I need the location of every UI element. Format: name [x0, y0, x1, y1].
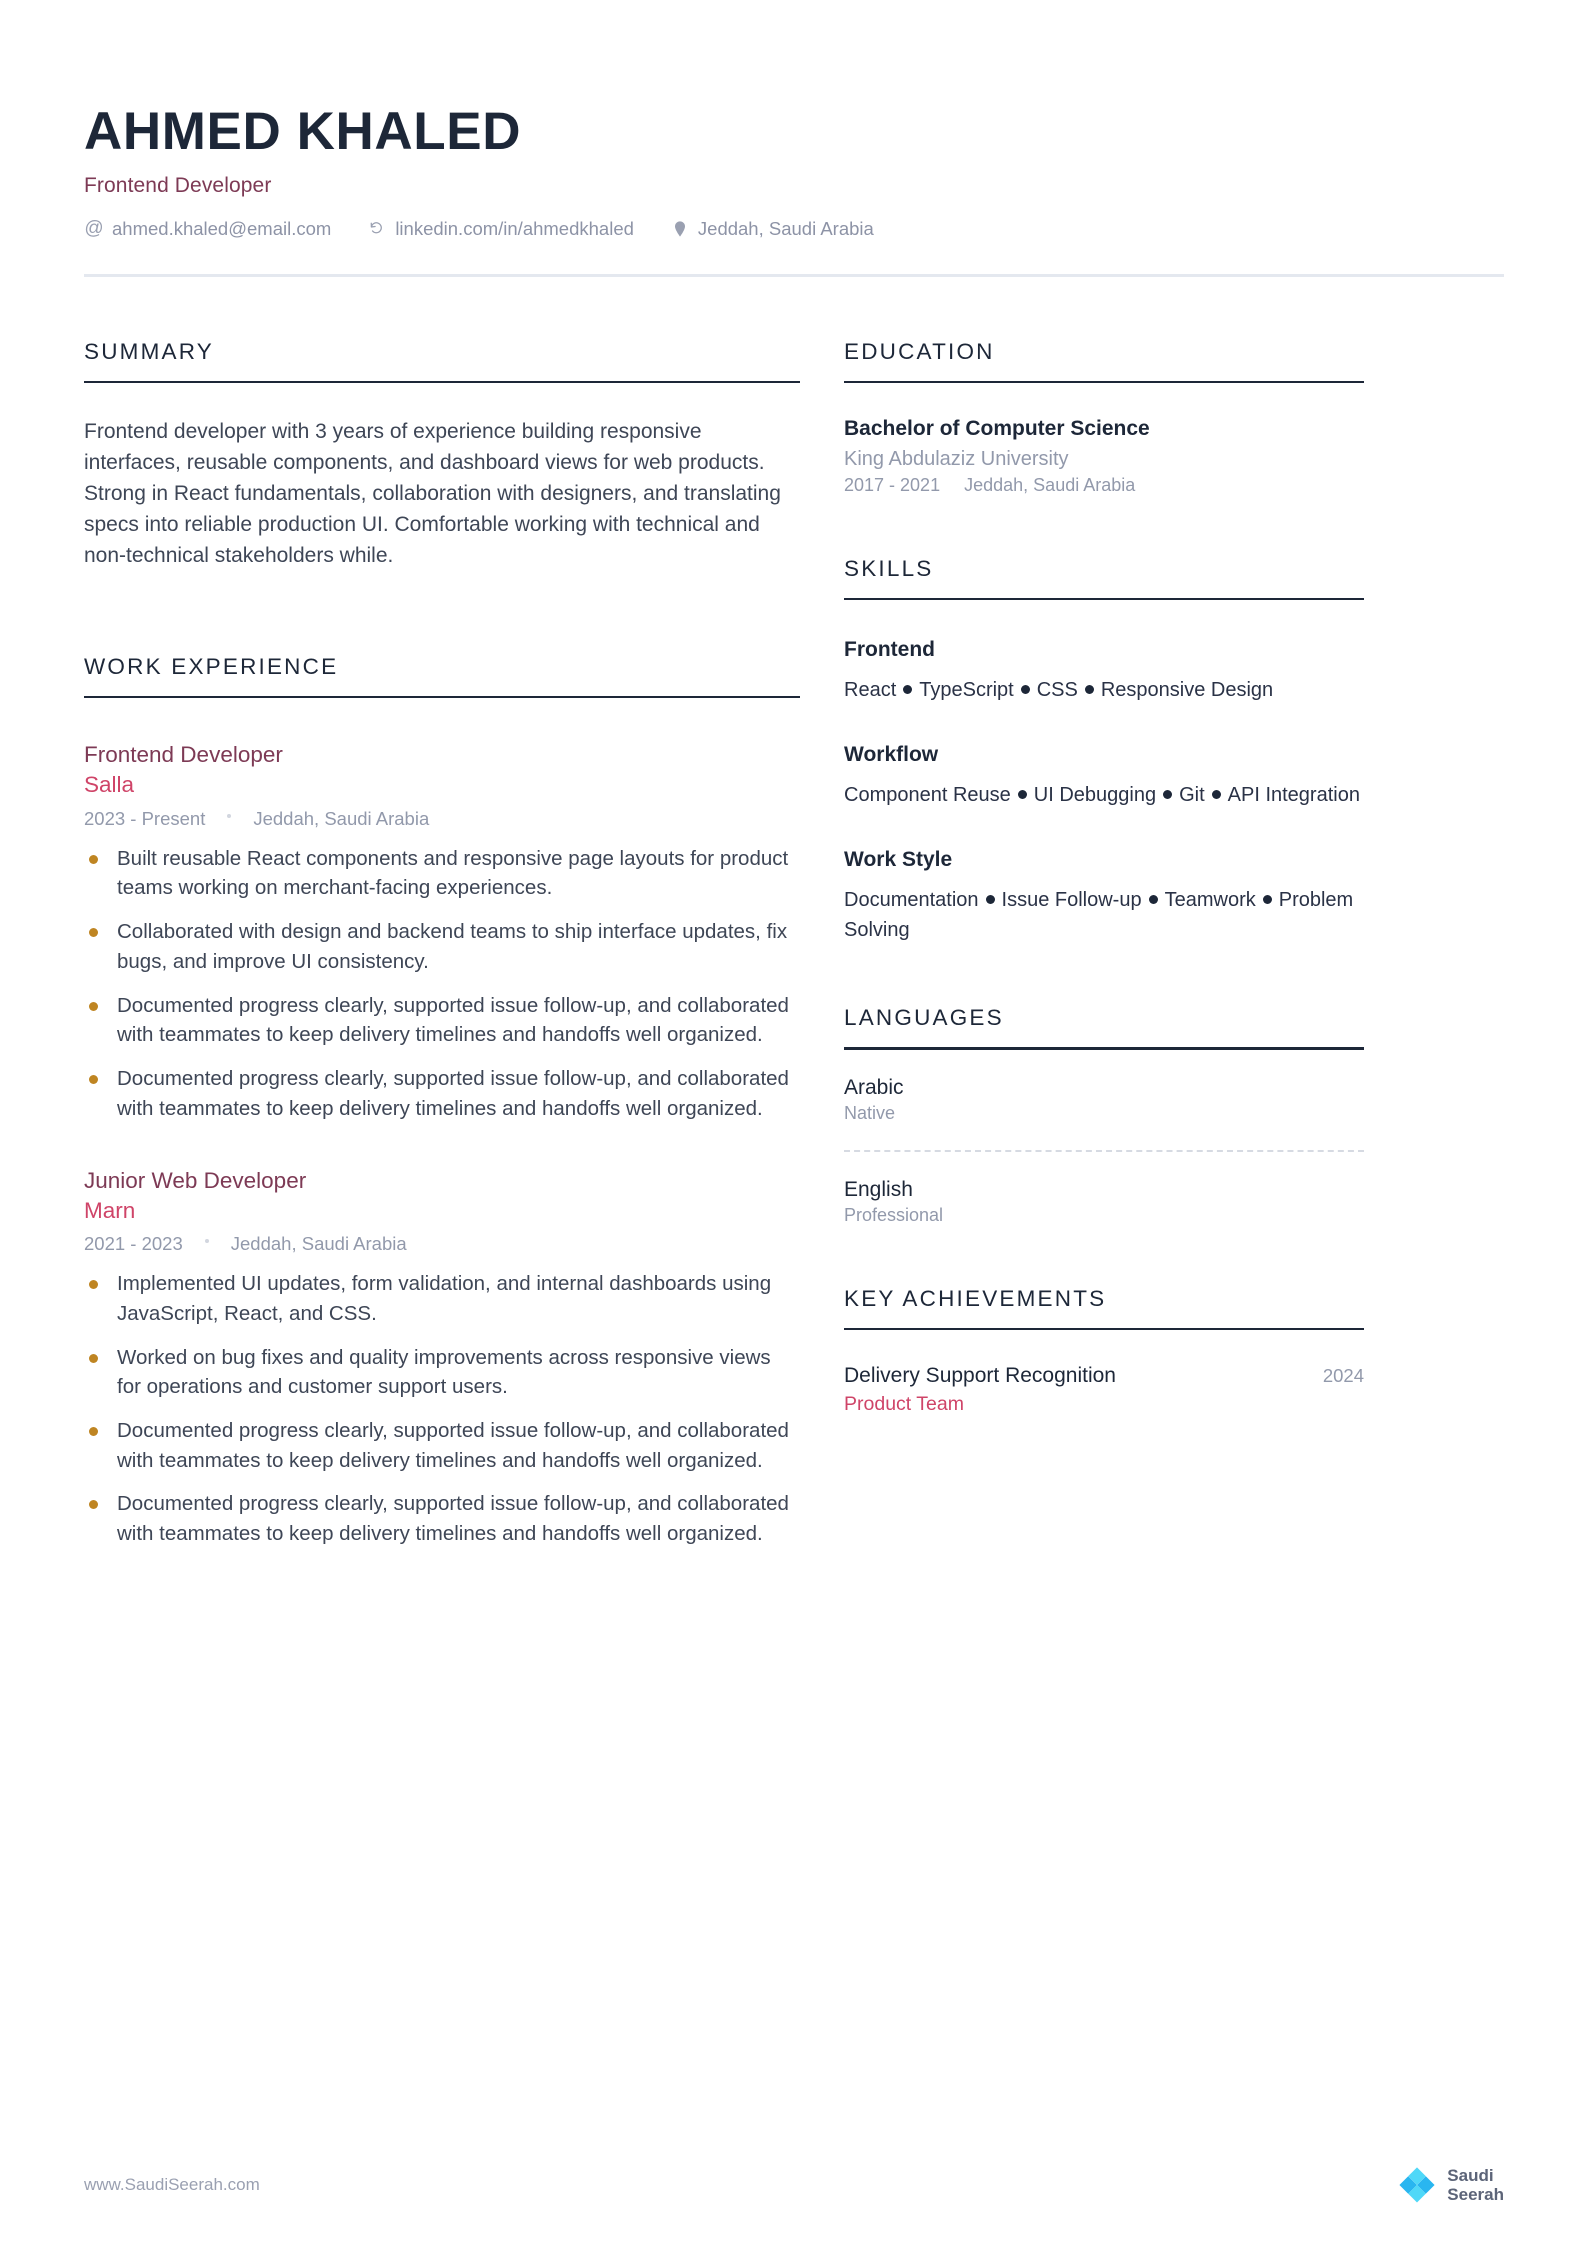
meta-separator-dot: [227, 814, 231, 818]
language-entry: [844, 1050, 1364, 1124]
contact-location-text: Jeddah, Saudi Arabia: [697, 217, 874, 239]
contact-linkedin-text: linkedin.com/in/ahmedkhaled: [395, 217, 634, 239]
job-title: Junior Web Developer: [84, 1167, 307, 1193]
saudi-seerah-diamond-icon: [1398, 2166, 1436, 2204]
languages-heading: LANGUAGES: [844, 1005, 1004, 1031]
job-bullet: Documented progress clearly, supported issue follow-up, and collaborated with teammates to keep delivery timelines and handoffs well organized.: [84, 1416, 800, 1475]
right-column: [844, 339, 1364, 1417]
skill-group: [844, 743, 1364, 810]
section-languages: [844, 1005, 1364, 1226]
job-title: Frontend Developer: [84, 742, 283, 768]
skill-group-items: React TypeScript CSS Responsive Design: [844, 679, 1274, 702]
achievement-head: [844, 1364, 1364, 1388]
job-meta: [84, 808, 800, 830]
education-school: King Abdulaziz University: [844, 447, 1069, 470]
contact-location: [670, 218, 874, 240]
page-title: AHMED KHALED: [84, 102, 522, 161]
skill-group-name: Workflow: [844, 743, 939, 767]
header-divider: [84, 274, 1504, 277]
brand-name-line1: Saudi: [1447, 2165, 1494, 2185]
job-bullet: Built reusable React components and responsive page layouts for product teams working on merchant-facing experiences.: [84, 844, 800, 903]
left-column: [84, 339, 844, 1549]
language-name: English: [844, 1177, 913, 1201]
achievement-title: Delivery Support Recognition: [844, 1364, 1116, 1388]
achievements-heading-rule: [844, 1328, 1364, 1331]
skill-separator-dot: [1021, 685, 1030, 694]
education-heading: EDUCATION: [844, 338, 995, 364]
education-location: Jeddah, Saudi Arabia: [964, 474, 1136, 495]
job-company: Marn: [84, 1197, 136, 1223]
skill-group-name: Work Style: [844, 848, 953, 872]
skill-group-items: Component Reuse UI Debugging Git API Integration: [844, 784, 1360, 807]
job-bullet: Worked on bug fixes and quality improvements across responsive views for operations and customer support users.: [84, 1343, 800, 1402]
section-work-experience: [84, 654, 800, 1549]
section-skills: [844, 556, 1364, 946]
job-bullet: Implemented UI updates, form validation, and internal dashboards using JavaScript, React, and CSS.: [84, 1269, 800, 1328]
education-entry: [844, 415, 1364, 495]
skill-group: [844, 848, 1364, 945]
job-location: Jeddah, Saudi Arabia: [230, 1233, 407, 1255]
work-entry: [84, 740, 800, 1123]
skill-group-name: Frontend: [844, 638, 935, 662]
summary-heading-rule: [84, 381, 800, 384]
resume-body: [84, 339, 1504, 1549]
job-company: Salla: [84, 772, 135, 798]
skill-separator-dot: [1263, 895, 1272, 904]
job-meta: [84, 1233, 800, 1255]
skills-heading-rule: [844, 598, 1364, 601]
job-dates: 2023 - Present: [84, 807, 206, 829]
skill-separator-dot: [1212, 790, 1221, 799]
contact-linkedin[interactable]: [367, 218, 634, 240]
education-dates: 2017 - 2021: [844, 474, 941, 495]
skill-separator-dot: [1149, 895, 1158, 904]
header-role: Frontend Developer: [84, 173, 272, 197]
at-icon: @: [84, 218, 104, 240]
language-level: Native: [844, 1102, 896, 1123]
work-entry: [84, 1166, 800, 1549]
job-bullet: Collaborated with design and backend teams to ship interface updates, fix bugs, and improve UI consistency.: [84, 917, 800, 976]
skill-separator-dot: [903, 685, 912, 694]
job-bullet: Documented progress clearly, supported issue follow-up, and collaborated with teammates to keep delivery timelines and handoffs well organized.: [84, 1064, 800, 1123]
link-icon: [367, 219, 387, 239]
achievements-heading: KEY ACHIEVEMENTS: [844, 1285, 1107, 1311]
skill-group: [844, 638, 1364, 705]
skill-separator-dot: [1163, 790, 1172, 799]
job-bullet-list: [84, 1269, 800, 1549]
summary-text: Frontend developer with 3 years of experience building responsive interfaces, reusable components, and dashboard views for web products. Strong in React fundamentals, collaboration with designers, and translating specs into reliable production UI. Comfortable working with technical and non-technical stakeholders while.: [84, 420, 781, 567]
summary-heading: SUMMARY: [84, 338, 214, 364]
footer-website-url[interactable]: www.SaudiSeerah.com: [84, 2174, 260, 2194]
brand-name: [1447, 2166, 1504, 2204]
job-bullet: Documented progress clearly, supported issue follow-up, and collaborated with teammates to keep delivery timelines and handoffs well organized.: [84, 991, 800, 1050]
language-entry: [844, 1150, 1364, 1226]
meta-separator-dot: [205, 1239, 209, 1243]
education-meta: [844, 475, 1364, 496]
work-heading: WORK EXPERIENCE: [84, 653, 339, 679]
skill-group-items: Documentation Issue Follow-up Teamwork Problem Solving: [844, 889, 1354, 942]
job-location: Jeddah, Saudi Arabia: [253, 807, 430, 829]
skill-separator-dot: [1018, 790, 1027, 799]
resume-footer: [84, 2166, 1504, 2204]
section-summary: [84, 339, 800, 572]
brand-name-line2: Seerah: [1447, 2184, 1504, 2204]
achievement-year: 2024: [1322, 1365, 1364, 1387]
contact-email-text: ahmed.khaled@email.com: [112, 217, 332, 239]
job-bullet: Documented progress clearly, supported issue follow-up, and collaborated with teammates to keep delivery timelines and handoffs well organized.: [84, 1489, 800, 1548]
job-dates: 2021 - 2023: [84, 1233, 183, 1255]
job-bullet-list: [84, 844, 800, 1124]
contact-row: [84, 218, 1504, 240]
skills-heading: SKILLS: [844, 555, 934, 581]
resume-header: [84, 0, 1504, 277]
achievement-subtitle: Product Team: [844, 1393, 964, 1416]
achievement-entry: [844, 1364, 1364, 1416]
section-education: [844, 339, 1364, 496]
language-name: Arabic: [844, 1075, 904, 1099]
language-level: Professional: [844, 1204, 944, 1225]
education-degree: Bachelor of Computer Science: [844, 417, 1150, 441]
skill-separator-dot: [986, 895, 995, 904]
skill-separator-dot: [1085, 685, 1094, 694]
location-pin-icon: [670, 219, 690, 239]
brand-logo: [1398, 2166, 1504, 2204]
education-heading-rule: [844, 381, 1364, 384]
contact-email[interactable]: [84, 218, 331, 240]
section-achievements: [844, 1286, 1364, 1417]
work-heading-rule: [84, 696, 800, 699]
